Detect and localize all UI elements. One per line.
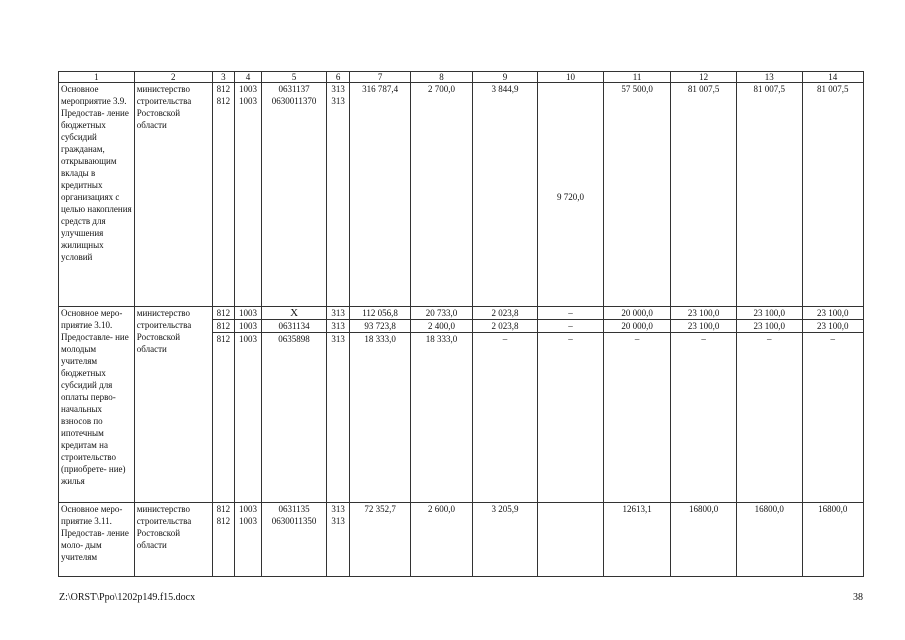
cell-c5: 0631134 bbox=[261, 320, 327, 333]
cell-c12: 16800,0 bbox=[671, 503, 737, 577]
cell-c4 bbox=[235, 503, 262, 577]
section-code: 1003 bbox=[238, 96, 257, 106]
cell-c12: – bbox=[671, 333, 737, 503]
table-row-3-11 bbox=[59, 503, 864, 577]
cell-c8: 2 600,0 bbox=[411, 503, 472, 577]
activity-name: Основное меро- приятие 3.11. Предостав- ление моло- дым учителям bbox=[59, 503, 135, 577]
cell-c3 bbox=[212, 83, 235, 307]
value-2014: 9 720,0 bbox=[557, 192, 585, 202]
cell-c14: 16800,0 bbox=[802, 503, 864, 577]
target-code: 0630011350 bbox=[271, 516, 317, 526]
header-cell: 9 bbox=[472, 72, 538, 83]
cell-c13: 16800,0 bbox=[736, 503, 802, 577]
cell-c12: 23 100,0 bbox=[671, 320, 737, 333]
cell-c11: 20 000,0 bbox=[603, 307, 671, 320]
header-row bbox=[59, 72, 864, 83]
cell-c9: 3 205,9 bbox=[472, 503, 538, 577]
cell-c10 bbox=[538, 503, 604, 577]
header-cell: 1 bbox=[59, 72, 135, 83]
header-cell: 5 bbox=[261, 72, 327, 83]
cell-c4: 1003 bbox=[235, 333, 262, 503]
cell-c9: 3 844,9 bbox=[472, 83, 538, 307]
cell-c5: X bbox=[261, 307, 327, 320]
target-code: 0631137 bbox=[278, 84, 310, 94]
cell-c9: 2 023,8 bbox=[472, 307, 538, 320]
cell-c11: 20 000,0 bbox=[603, 320, 671, 333]
section-code: 1003 bbox=[238, 84, 257, 94]
section-code: 1003 bbox=[238, 516, 257, 526]
cell-c6 bbox=[327, 83, 350, 307]
cell-c4 bbox=[235, 83, 262, 307]
cell-c11: 12613,1 bbox=[603, 503, 671, 577]
cell-c6: 313 bbox=[327, 307, 350, 320]
cell-c6: 313 bbox=[327, 333, 350, 503]
type-code: 313 bbox=[331, 504, 345, 514]
cell-c9: – bbox=[472, 333, 538, 503]
cell-c5 bbox=[261, 83, 327, 307]
gr-code: 812 bbox=[216, 504, 231, 514]
header-cell: 3 bbox=[212, 72, 235, 83]
executor-name: министерство строительства Ростовской области bbox=[134, 307, 212, 503]
header-cell: 4 bbox=[235, 72, 262, 83]
cell-c13: – bbox=[736, 333, 802, 503]
activity-name: Основное мероприятие 3.9. Предостав- ление бюджетных субсидий гражданам, открывающим вклады в кредитных организациях с целью накопления средств для улучшения жилищных условий bbox=[59, 83, 135, 307]
cell-c3: 812 bbox=[212, 320, 235, 333]
header-cell: 6 bbox=[327, 72, 350, 83]
type-code: 313 bbox=[331, 516, 345, 526]
budget-table bbox=[58, 71, 864, 577]
cell-c5: 0635898 bbox=[261, 333, 327, 503]
cell-c5 bbox=[261, 503, 327, 577]
cell-c10: – bbox=[538, 307, 604, 320]
cell-c11: 57 500,0 bbox=[603, 83, 671, 307]
cell-c9: 2 023,8 bbox=[472, 320, 538, 333]
cell-c7: 112 056,8 bbox=[349, 307, 410, 320]
cell-c6: 313 bbox=[327, 320, 350, 333]
header-cell: 12 bbox=[671, 72, 737, 83]
cell-c4: 1003 bbox=[235, 307, 262, 320]
table-row-3-10 bbox=[59, 307, 864, 320]
cell-c10 bbox=[538, 83, 604, 307]
gr-code: 812 bbox=[216, 516, 231, 526]
cell-c6 bbox=[327, 503, 350, 577]
header-cell: 10 bbox=[538, 72, 604, 83]
target-code: 0631135 bbox=[278, 504, 310, 514]
cell-c4: 1003 bbox=[235, 320, 262, 333]
page-number: 38 bbox=[853, 592, 863, 603]
header-cell: 2 bbox=[134, 72, 212, 83]
header-cell: 13 bbox=[736, 72, 802, 83]
table-row-3-9 bbox=[59, 83, 864, 307]
cell-c13: 23 100,0 bbox=[736, 320, 802, 333]
cell-c3: 812 bbox=[212, 333, 235, 503]
cell-c14: 23 100,0 bbox=[802, 307, 864, 320]
type-code: 313 bbox=[331, 84, 345, 94]
cell-c8: 2 700,0 bbox=[411, 83, 472, 307]
cell-c14: – bbox=[802, 333, 864, 503]
cell-c7: 93 723,8 bbox=[349, 320, 410, 333]
cell-c8: 2 400,0 bbox=[411, 320, 472, 333]
cell-c14: 23 100,0 bbox=[802, 320, 864, 333]
executor-name: министерство строительства Ростовской области bbox=[134, 83, 212, 307]
executor-name: министерство строительства Ростовской области bbox=[134, 503, 212, 577]
cell-c13: 81 007,5 bbox=[736, 83, 802, 307]
header-cell: 8 bbox=[411, 72, 472, 83]
target-code: 0630011370 bbox=[271, 96, 317, 106]
cell-c13: 23 100,0 bbox=[736, 307, 802, 320]
cell-c10: – bbox=[538, 320, 604, 333]
gr-code: 812 bbox=[216, 84, 231, 94]
cell-c14: 81 007,5 bbox=[802, 83, 864, 307]
type-code: 313 bbox=[331, 96, 345, 106]
cell-c7: 316 787,4 bbox=[349, 83, 410, 307]
header-cell: 11 bbox=[603, 72, 671, 83]
activity-name: Основное меро- приятие 3.10. Предоставле- ние молодым учителям бюджетных субсидий для оплаты перво- начальных взносов по ипотечным кредитам на строительство (приобрете- ние) жилья bbox=[59, 307, 135, 503]
gr-code: 812 bbox=[216, 96, 231, 106]
header-cell: 7 bbox=[349, 72, 410, 83]
header-cell: 14 bbox=[802, 72, 864, 83]
cell-c12: 23 100,0 bbox=[671, 307, 737, 320]
cell-c3 bbox=[212, 503, 235, 577]
section-code: 1003 bbox=[238, 504, 257, 514]
cell-c12: 81 007,5 bbox=[671, 83, 737, 307]
cell-c10: – bbox=[538, 333, 604, 503]
cell-c11: – bbox=[603, 333, 671, 503]
cell-c3: 812 bbox=[212, 307, 235, 320]
cell-c7: 72 352,7 bbox=[349, 503, 410, 577]
cell-c8: 18 333,0 bbox=[411, 333, 472, 503]
cell-c7: 18 333,0 bbox=[349, 333, 410, 503]
footer-file-path: Z:\ORST\Ppo\1202p149.f15.docx bbox=[59, 592, 196, 603]
cell-c8: 20 733,0 bbox=[411, 307, 472, 320]
